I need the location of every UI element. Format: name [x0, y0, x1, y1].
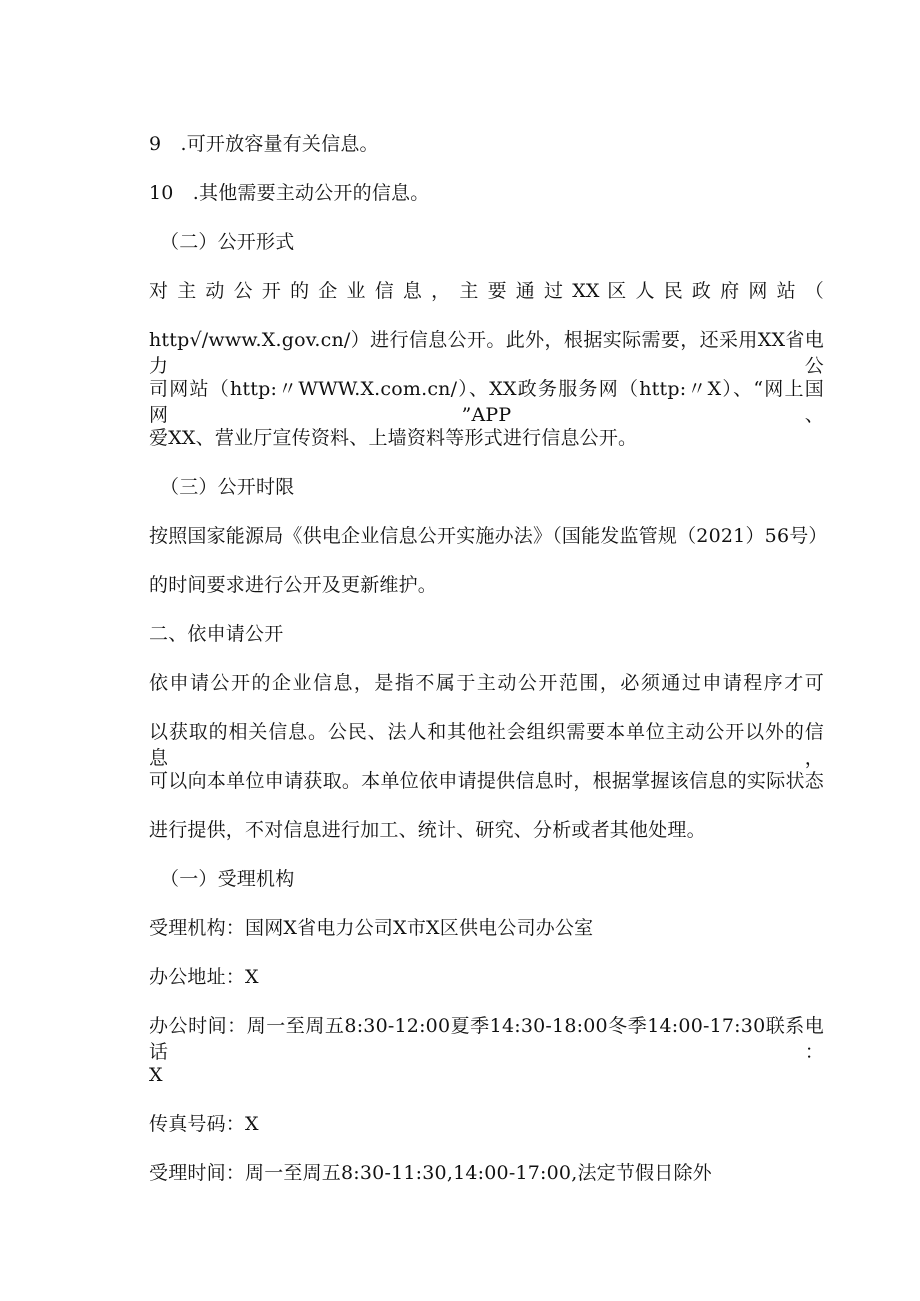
paragraph-form-line-4: 爱XX、营业厅宣传资料、上墙资料等形式进行信息公开。 [149, 427, 638, 449]
office-phone: X [149, 1064, 163, 1086]
subsection-heading-form: （二）公开形式 [160, 231, 295, 253]
paragraph-form-line-3: 司网站（http:〃WWW.X.com.cn/）、XX政务服务网（http:〃X）、“网上国网”APP、 [149, 378, 824, 426]
list-item-9: 9 .可开放容量有关信息。 [149, 133, 379, 155]
paragraph-application-line-4: 进行提供，不对信息进行加工、统计、研究、分析或者其他处理。 [149, 819, 706, 841]
list-item-10: 10 .其他需要主动公开的信息。 [149, 182, 430, 204]
paragraph-time-limit-line-2: 的时间要求进行公开及更新维护。 [149, 574, 438, 596]
paragraph-application-line-1: 依申请公开的企业信息，是指不属于主动公开范围，必须通过申请程序才可 [149, 672, 824, 694]
paragraph-application-line-3: 可以向本单位申请获取。本单位依申请提供信息时，根据掌握该信息的实际状态 [149, 770, 824, 792]
office-fax: 传真号码：X [149, 1113, 259, 1135]
office-address: 办公地址：X [149, 966, 259, 988]
subsection-heading-time-limit: （三）公开时限 [160, 476, 295, 498]
office-agency: 受理机构：国网X省电力公司X市X区供电公司办公室 [149, 917, 594, 939]
paragraph-time-limit-line-1: 按照国家能源局《供电企业信息公开实施办法》（国能发监管规（2021）56号） [149, 525, 828, 547]
section-heading-application: 二、依申请公开 [149, 623, 284, 645]
office-accept-time: 受理时间：周一至周五8:30-11:30,14:00-17:00,法定节假日除外 [149, 1162, 712, 1184]
office-hours: 办公时间：周一至周五8:30-12:00夏季14:30-18:00冬季14:00-17:30联系电话： [149, 1015, 824, 1063]
paragraph-form-line-2: http√/www.X.gov.cn/）进行信息公开。此外，根据实际需要，还采用XX省电力公 [149, 329, 824, 377]
subsection-heading-agency: （一）受理机构 [160, 868, 295, 890]
paragraph-form-line-1: 对 主 动 公 开 的 企 业 信 息 ， 主 要 通 过 XX 区 人 民 政 府 网 站 （ [149, 280, 824, 302]
paragraph-application-line-2: 以获取的相关信息。公民、法人和其他社会组织需要本单位主动公开以外的信息， [149, 721, 824, 769]
